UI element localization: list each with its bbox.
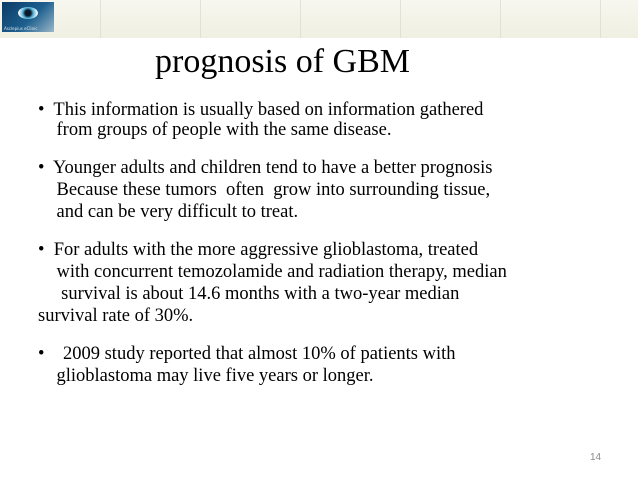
- eye-icon: [18, 7, 38, 19]
- header-divider: [500, 0, 501, 38]
- bullet-line: from groups of people with the same disease.: [38, 120, 392, 140]
- bullet-line: glioblastoma may live five years or longer.: [38, 366, 374, 386]
- header-divider: [300, 0, 301, 38]
- bullet-line: survival rate of 30%.: [38, 306, 194, 326]
- bullet-line: survival is about 14.6 months with a two-year median: [38, 284, 460, 304]
- bullet-line: • 2009 study reported that almost 10% of patients with: [38, 344, 456, 364]
- slide-title: prognosis of GBM: [155, 43, 411, 80]
- logo-caption: Asclepius eClinic: [4, 26, 38, 31]
- header-band: [0, 0, 638, 38]
- bullet-line: Because these tumors often grow into surrounding tissue,: [38, 180, 491, 200]
- header-divider: [200, 0, 201, 38]
- header-divider: [400, 0, 401, 38]
- clinic-logo: [2, 2, 54, 32]
- bullet-line: • Younger adults and children tend to have a better prognosis: [38, 158, 493, 178]
- slide-number: 14: [590, 452, 602, 463]
- header-divider: [100, 0, 101, 38]
- bullet-line: and can be very difficult to treat.: [38, 202, 299, 222]
- bullet-line: with concurrent temozolamide and radiation therapy, median: [38, 262, 507, 282]
- bullet-line: • For adults with the more aggressive glioblastoma, treated: [38, 240, 479, 260]
- header-divider: [600, 0, 601, 38]
- bullet-line: • This information is usually based on information gathered: [38, 100, 484, 120]
